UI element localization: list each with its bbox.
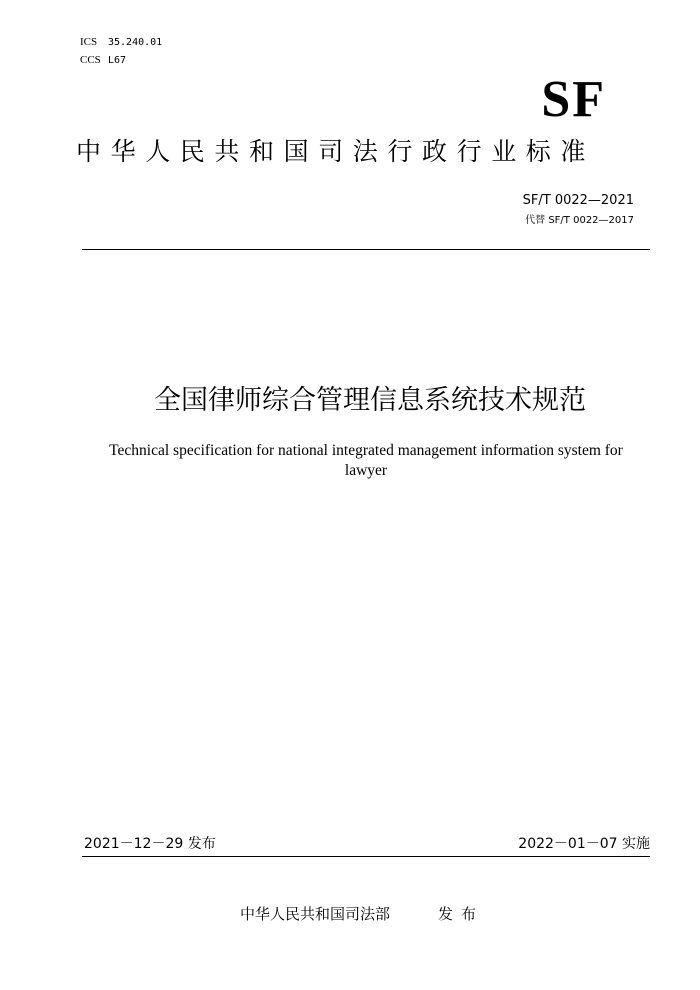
ccs-value: L67 [108, 55, 127, 66]
ccs-label: CCS [80, 54, 101, 66]
implementation-date: 2022－01－07 实施 [518, 836, 650, 852]
ccs-classification [80, 53, 126, 68]
replaces-standard: 代替 SF/T 0022—2017 [525, 215, 634, 226]
document-title-en [82, 441, 650, 481]
issue-label: 发布 [438, 905, 485, 923]
issue-date: 2021－12－29 发布 [84, 836, 216, 852]
title-en-line-2: lawyer [344, 462, 388, 479]
ics-label: ICS [80, 36, 98, 48]
document-title-cn: 全国律师综合管理信息系统技术规范 [154, 385, 586, 416]
top-divider [82, 249, 650, 250]
bottom-divider [82, 856, 650, 857]
standard-number: SF/T 0022—2021 [522, 193, 634, 208]
ics-value: 35.240.01 [108, 37, 163, 48]
agency-title: 中华人民共和国司法行政行业标准 [76, 137, 596, 166]
title-en-line-1: Technical specification for national integrated management information system for [109, 442, 623, 459]
sf-logo: SF [541, 71, 606, 128]
publisher: 中华人民共和国司法部 [240, 905, 391, 923]
ics-classification [80, 35, 162, 50]
